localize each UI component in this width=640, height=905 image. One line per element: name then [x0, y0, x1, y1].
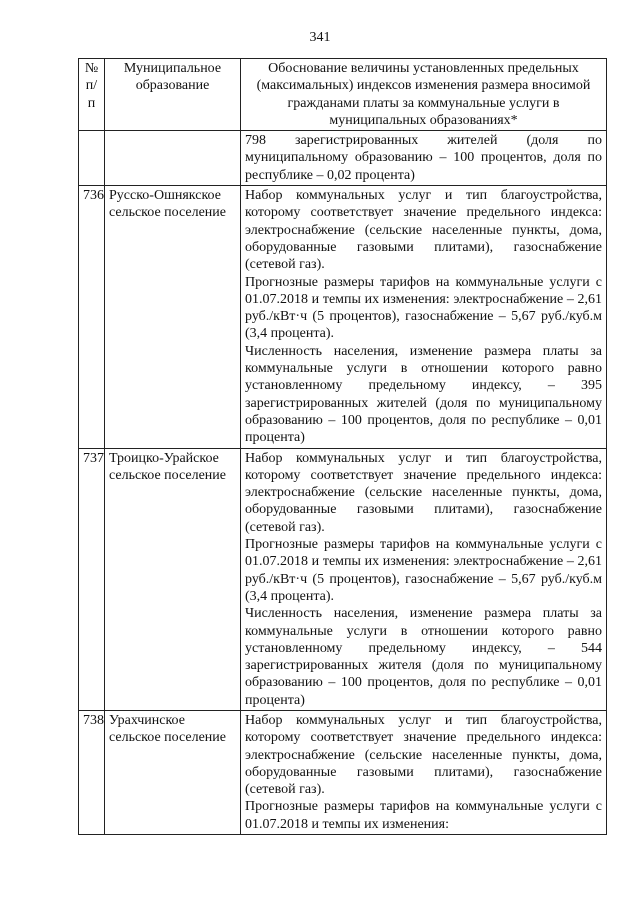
row-municipality: Русско-Ошнякское сельское поселение — [105, 186, 241, 448]
page-number: 341 — [309, 30, 331, 45]
services-paragraph: Набор коммунальных услуг и тип благоустройства, которому соответствует значение предельного индекса: электроснабжение (сельские населенные пункты, дома, оборудованные газовыми плитами), газоснабжение (сетевой газ). — [245, 450, 602, 535]
table-row — [79, 186, 607, 448]
population-paragraph: Численность населения, изменение размера платы за коммунальные услуги в отношении которого равно установленному предельному индексу, – 544 зарегистрированных жителя (доля по муниципальному образованию – 100 процентов, доля по республике – 0,01 процента) — [245, 606, 602, 708]
population-paragraph: Численность населения, изменение размера платы за коммунальные услуги в отношении которого равно установленному предельному индексу, – 395 зарегистрированных жителей (доля по муниципальному образованию – 100 процентов, доля по республике – 0,01 процента) — [245, 343, 602, 446]
services-paragraph: Набор коммунальных услуг и тип благоустройства, которому соответствует значение предельного индекса: электроснабжение (сельские населенные пункты, дома, оборудованные газовыми плитами), газоснабжение (сетевой газ). — [245, 188, 602, 273]
table-row — [79, 448, 607, 710]
table-header-row — [79, 59, 607, 131]
cell-justification — [241, 131, 607, 186]
header-num: № п/п — [79, 59, 105, 131]
table-row-continued — [79, 131, 607, 186]
table-row — [79, 710, 607, 834]
header-municipality: Муниципальное образование — [105, 59, 241, 131]
row-municipality: Троицко-Урайское сельское поселение — [105, 448, 241, 710]
tariffs-paragraph: Прогнозные размеры тарифов на коммунальные услуги с 01.07.2018 и темпы их изменения: электроснабжение – 2,61 руб./кВт·ч (5 процентов), газоснабжение – 5,67 руб./куб.м (3,4 процента). — [245, 274, 602, 342]
row-num: 736 — [79, 186, 105, 448]
row-justification — [241, 710, 607, 834]
tariffs-paragraph: Прогнозные размеры тарифов на коммунальные услуги с 01.07.2018 и темпы их изменения: электроснабжение – 2,61 руб./кВт·ч (5 процентов), газоснабжение – 5,67 руб./куб.м (3,4 процента). — [245, 537, 602, 604]
cell-num — [79, 131, 105, 186]
row-justification — [241, 186, 607, 448]
tariffs-paragraph: Прогнозные размеры тарифов на коммунальные услуги с 01.07.2018 и темпы их изменения: — [245, 799, 602, 832]
cell-municipality — [105, 131, 241, 186]
tariff-table — [78, 58, 607, 835]
header-justification: Обоснование величины установленных предельных (максимальных) индексов изменения размера вносимой гражданами платы за коммунальные услуги в муниципальных образованиях* — [241, 59, 607, 131]
row-num: 737 — [79, 448, 105, 710]
continued-text: 798 зарегистрированных жителей (доля по муниципальному образованию – 100 процентов, доля по республике – 0,02 процента) — [245, 133, 602, 183]
services-paragraph: Набор коммунальных услуг и тип благоустройства, которому соответствует значение предельного индекса: электроснабжение (сельские населенные пункты, дома, оборудованные газовыми плитами), газоснабжение (сетевой газ). — [245, 712, 602, 798]
row-justification — [241, 448, 607, 710]
row-municipality: Урахчинское сельское поселение — [105, 710, 241, 834]
row-num: 738 — [79, 710, 105, 834]
